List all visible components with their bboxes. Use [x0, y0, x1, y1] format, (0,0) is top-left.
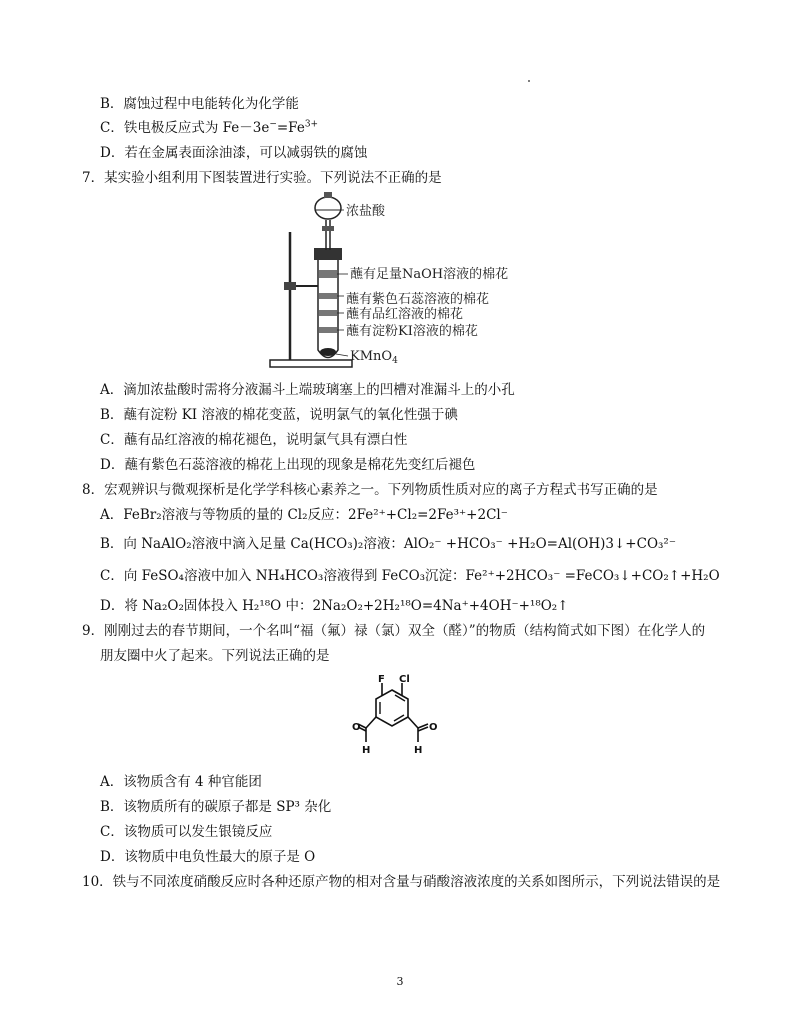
- label-cotton-fuchsin: 蘸有品红溶液的棉花: [346, 307, 464, 322]
- q7-option-a: A．滴加浓盐酸时需将分液漏斗上端玻璃塞上的凹槽对准漏斗上的小孔: [100, 382, 515, 398]
- atom-f: F: [378, 674, 385, 685]
- atom-h-left: H: [362, 745, 371, 756]
- q6-option-b: B．腐蚀过程中电能转化为化学能: [100, 96, 299, 112]
- label-cotton-naoh: 蘸有足量NaOH溶液的棉花: [350, 267, 509, 282]
- cotton-litmus: [319, 293, 337, 299]
- q8-option-c: C．向 FeSO₄溶液中加入 NH₄HCO₃溶液得到 FeCO₃沉淀：Fe²⁺+2HCO₃⁻ =FeCO₃↓+CO₂↑+H₂O: [100, 568, 720, 584]
- atom-o-right: O: [429, 722, 438, 733]
- stopper: [314, 248, 342, 260]
- q7-option-b: B．蘸有淀粉 KI 溶液的棉花变蓝，说明氯气的氧化性强于碘: [100, 407, 458, 423]
- q6-option-d: D．若在金属表面涂油漆，可以减弱铁的腐蚀: [100, 145, 368, 161]
- kmno4-solid: [320, 348, 336, 356]
- label-cotton-ki: 蘸有淀粉KI溶液的棉花: [346, 324, 478, 339]
- q8-stem: 8．宏观辨识与微观探析是化学学科核心素养之一。下列物质性质对应的离子方程式书写正确的是: [82, 482, 658, 498]
- cotton-fuchsin: [319, 310, 337, 316]
- q8-option-b: B．向 NaAlO₂溶液中滴入足量 Ca(HCO₃)₂溶液：AlO₂⁻ +HCO₃⁻ +H₂O=Al(OH)3↓+CO₃²⁻: [100, 536, 676, 552]
- q7-apparatus-figure: [262, 190, 562, 375]
- q9-option-c: C．该物质可以发生银镜反应: [100, 824, 273, 840]
- atom-o-left: O: [352, 722, 361, 733]
- q10-stem: 10．铁与不同浓度硝酸反应时各种还原产物的相对含量与硝酸溶液浓度的关系如图所示，下列说法错误的是: [82, 874, 721, 890]
- stopcock: [322, 226, 334, 231]
- funnel-stopper: [324, 192, 332, 198]
- q7-option-c: C．蘸有品红溶液的棉花褪色，说明氯气具有漂白性: [100, 432, 408, 448]
- label-cotton-litmus: 蘸有紫色石蕊溶液的棉花: [346, 292, 490, 307]
- q9-stem-line2: 朋友圈中火了起来。下列说法正确的是: [100, 648, 330, 664]
- label-conc-hcl: 浓盐酸: [346, 204, 386, 219]
- atom-h-right: H: [414, 745, 423, 756]
- q9-molecule-structure: [352, 672, 448, 764]
- q9-option-b: B．该物质所有的碳原子都是 SP³ 杂化: [100, 799, 332, 815]
- q9-stem-line1: 9．刚刚过去的春节期间，一个名叫“福（氟）禄（氯）双全（醛）”的物质（结构简式如下图）在化学人的: [82, 623, 706, 639]
- stray-dot: [528, 80, 530, 82]
- atom-cl: Cl: [399, 674, 410, 685]
- q9-option-a: A．该物质含有 4 种官能团: [100, 774, 262, 790]
- page-number: 3: [396, 975, 404, 988]
- q7-stem: 7．某实验小组利用下图装置进行实验。下列说法不正确的是: [82, 170, 442, 186]
- clamp-knob: [284, 282, 296, 290]
- cotton-ki: [319, 327, 337, 333]
- separatory-funnel: [315, 197, 341, 219]
- q8-option-d: D．将 Na₂O₂固体投入 H₂¹⁸O 中：2Na₂O₂+2H₂¹⁸O=4Na⁺+4OH⁻+¹⁸O₂↑: [100, 598, 569, 614]
- q9-option-d: D．该物质中电负性最大的原子是 O: [100, 849, 316, 865]
- cotton-naoh: [319, 270, 337, 278]
- label-kmno4: KMnO$_4$: [350, 349, 398, 366]
- stand-base: [270, 360, 352, 367]
- benzene-ring: [376, 690, 408, 726]
- q7-option-d: D．蘸有紫色石蕊溶液的棉花上出现的现象是棉花先变红后褪色: [100, 457, 476, 473]
- q8-option-a: A．FeBr₂溶液与等物质的量的 Cl₂反应：2Fe²⁺+Cl₂=2Fe³⁺+2Cl⁻: [100, 507, 508, 523]
- q6-option-c: C．铁电极反应式为 $Fe-3e^-=Fe^{3+}$: [100, 119, 319, 136]
